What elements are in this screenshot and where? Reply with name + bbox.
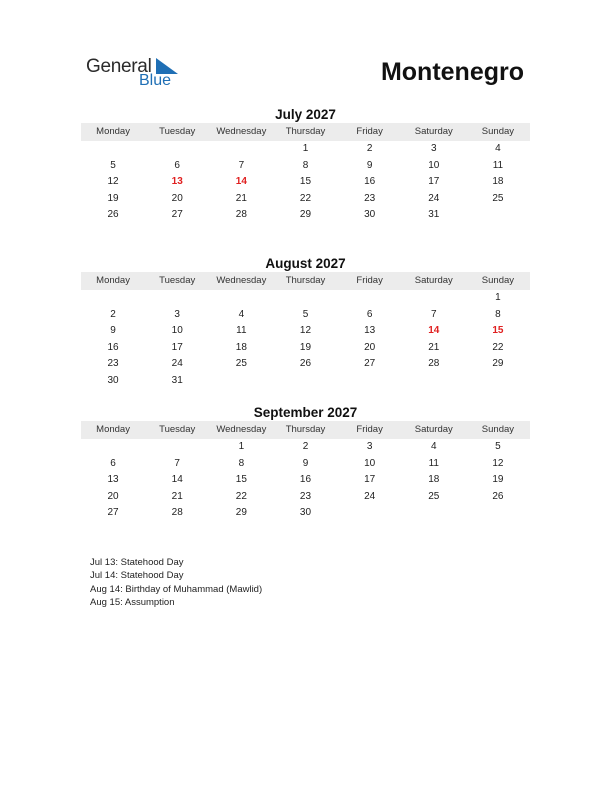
day-cell: 20	[364, 341, 376, 353]
weekday-label: Friday	[356, 126, 383, 137]
day-cell: 21	[428, 341, 440, 353]
day-cell: 20	[107, 490, 119, 502]
day-cell	[466, 373, 530, 390]
week-row	[81, 489, 530, 506]
generalblue-logo	[86, 56, 196, 92]
week-row	[81, 158, 530, 175]
day-cell	[81, 141, 145, 158]
holiday-day-cell: 15	[492, 325, 504, 336]
weekday-label: Monday	[96, 126, 130, 137]
weekday-label: Sunday	[481, 424, 515, 435]
day-cell	[466, 505, 530, 522]
weekday-label: Wednesday	[216, 126, 267, 137]
day-cell: 8	[495, 308, 501, 320]
day-cell: 12	[492, 457, 504, 469]
day-cell: 31	[171, 374, 183, 386]
weekday-label: Wednesday	[216, 424, 267, 435]
weekday-label: Saturday	[414, 126, 453, 137]
holiday-day-cell: 13	[171, 176, 183, 187]
day-cell: 10	[428, 159, 440, 171]
day-cell: 28	[171, 507, 183, 518]
day-cell: 1	[302, 143, 309, 154]
day-cell: 24	[428, 192, 440, 204]
day-cell: 4	[430, 441, 437, 452]
weekday-header-row	[81, 272, 530, 290]
holiday-note: Jul 13: Statehood Day	[90, 557, 184, 568]
month-title: July 2027	[275, 107, 336, 122]
day-cell: 1	[495, 292, 501, 303]
day-cell: 16	[107, 341, 119, 353]
day-cell: 11	[492, 159, 504, 171]
weekday-label: Sunday	[481, 126, 515, 137]
day-cell: 8	[302, 159, 309, 171]
week-row	[81, 191, 530, 208]
day-cell: 6	[110, 457, 116, 469]
day-cell	[81, 290, 145, 307]
day-cell	[273, 290, 337, 307]
day-cell: 15	[299, 176, 312, 187]
day-cell: 10	[364, 457, 376, 469]
day-cell: 7	[238, 159, 245, 171]
weekday-label: Sunday	[481, 275, 515, 286]
day-cell: 9	[366, 159, 373, 171]
day-cell: 19	[107, 192, 119, 204]
day-cell: 23	[364, 192, 376, 204]
day-cell	[338, 505, 402, 522]
day-cell: 27	[364, 358, 376, 369]
day-cell: 17	[364, 474, 376, 485]
day-cell	[466, 207, 530, 224]
day-cell: 31	[428, 209, 440, 220]
day-cell: 1	[238, 441, 245, 452]
holiday-day-cell: 14	[235, 176, 247, 187]
week-row	[81, 472, 530, 489]
weekday-header-row	[81, 123, 530, 141]
day-cell	[209, 290, 273, 307]
weekday-label: Saturday	[414, 424, 453, 435]
day-cell: 4	[495, 143, 501, 154]
day-cell: 23	[299, 490, 312, 502]
day-cell: 25	[428, 490, 440, 502]
day-cell: 30	[364, 209, 376, 220]
day-cell: 7	[430, 308, 437, 320]
day-cell: 22	[299, 192, 312, 204]
day-cell: 26	[107, 209, 119, 220]
day-cell: 28	[428, 358, 440, 369]
day-cell: 21	[235, 192, 247, 204]
day-cell: 9	[110, 325, 116, 336]
day-cell: 28	[235, 209, 247, 220]
weekday-label: Tuesday	[159, 275, 196, 286]
day-cell: 11	[236, 325, 247, 336]
day-cell: 7	[174, 457, 180, 469]
logo-text-blue: Blue	[139, 72, 172, 89]
day-cell: 2	[302, 441, 309, 452]
day-cell: 12	[299, 325, 312, 336]
day-cell: 26	[299, 358, 312, 369]
day-cell: 2	[366, 143, 373, 154]
day-cell: 19	[299, 341, 312, 353]
weekday-label: Thursday	[285, 126, 326, 137]
weekday-label: Friday	[356, 275, 383, 286]
weekday-label: Saturday	[414, 275, 453, 286]
day-cell: 3	[430, 143, 437, 154]
holiday-note: Aug 14: Birthday of Muhammad (Mawlid)	[90, 583, 263, 595]
day-cell: 29	[235, 507, 247, 518]
day-cell: 9	[302, 457, 309, 469]
month-calendar-august	[81, 256, 530, 389]
day-cell: 15	[235, 474, 247, 485]
day-cell: 27	[171, 209, 183, 220]
day-cell: 18	[492, 176, 504, 187]
day-cell: 24	[171, 358, 183, 369]
day-cell: 13	[107, 474, 119, 485]
day-cell: 30	[299, 507, 312, 518]
day-cell: 13	[364, 325, 376, 336]
weekday-label: Tuesday	[159, 126, 196, 137]
week-row	[81, 340, 530, 357]
day-cell: 22	[235, 490, 247, 502]
day-cell: 19	[492, 474, 504, 485]
weekday-header-row	[81, 421, 530, 439]
day-cell: 6	[174, 159, 180, 171]
day-cell	[209, 373, 273, 390]
day-cell: 17	[428, 176, 440, 187]
week-row	[81, 439, 530, 456]
logo-text-general: General	[86, 56, 152, 77]
day-cell	[145, 439, 209, 456]
day-cell: 23	[107, 358, 119, 369]
day-cell: 30	[107, 374, 119, 386]
week-row	[81, 323, 530, 340]
month-calendar-july	[81, 107, 530, 224]
day-cell: 12	[107, 176, 119, 187]
day-cell	[402, 505, 466, 522]
day-cell: 18	[428, 474, 440, 485]
day-cell	[81, 439, 145, 456]
day-cell: 21	[171, 490, 183, 502]
day-cell	[145, 290, 209, 307]
week-row	[81, 141, 530, 158]
holiday-note: Aug 15: Assumption	[90, 596, 175, 608]
holiday-day-cell: 14	[428, 325, 440, 336]
weekday-label: Thursday	[285, 275, 326, 286]
holiday-note: Jul 14: Statehood Day	[90, 570, 184, 582]
day-cell	[338, 373, 402, 390]
week-row	[81, 456, 530, 473]
day-cell	[402, 290, 466, 307]
day-cell	[338, 290, 402, 307]
day-cell: 11	[428, 457, 439, 469]
week-row	[81, 290, 530, 307]
weekday-label: Thursday	[285, 424, 326, 435]
day-cell	[273, 373, 337, 390]
day-cell: 25	[235, 358, 247, 369]
day-cell: 24	[364, 490, 376, 502]
country-title: Montenegro	[380, 58, 524, 86]
day-cell	[209, 141, 273, 158]
day-cell: 20	[171, 192, 183, 204]
week-row	[81, 373, 530, 390]
day-cell: 8	[238, 457, 245, 469]
week-row	[81, 174, 530, 191]
day-cell: 3	[366, 441, 373, 452]
holiday-list	[90, 556, 262, 609]
day-cell: 27	[107, 507, 119, 518]
weekday-label: Monday	[96, 424, 130, 435]
weekday-label: Friday	[356, 424, 383, 435]
day-cell: 16	[299, 474, 312, 485]
day-cell: 6	[366, 308, 373, 320]
week-row	[81, 505, 530, 522]
day-cell: 5	[302, 308, 309, 320]
day-cell: 29	[492, 358, 504, 369]
day-cell: 29	[299, 209, 312, 220]
weekday-label: Wednesday	[216, 275, 267, 286]
week-row	[81, 207, 530, 224]
day-cell: 26	[492, 490, 504, 502]
weekday-label: Monday	[96, 275, 130, 286]
day-cell	[145, 141, 209, 158]
month-calendar-september	[81, 405, 530, 522]
day-cell: 17	[171, 341, 183, 353]
day-cell: 5	[110, 159, 116, 171]
day-cell: 3	[174, 308, 180, 320]
day-cell: 10	[171, 325, 183, 336]
day-cell: 14	[171, 474, 183, 485]
week-row	[81, 356, 530, 373]
day-cell: 5	[495, 441, 501, 452]
day-cell	[402, 373, 466, 390]
month-title: August 2027	[265, 256, 346, 271]
month-title: September 2027	[253, 405, 358, 420]
week-row	[81, 307, 530, 324]
weekday-label: Tuesday	[159, 424, 196, 435]
day-cell: 22	[492, 341, 504, 353]
day-cell: 4	[238, 308, 245, 320]
day-cell: 16	[364, 176, 376, 187]
day-cell: 25	[492, 192, 504, 204]
day-cell: 2	[110, 308, 116, 320]
day-cell: 18	[235, 341, 247, 353]
